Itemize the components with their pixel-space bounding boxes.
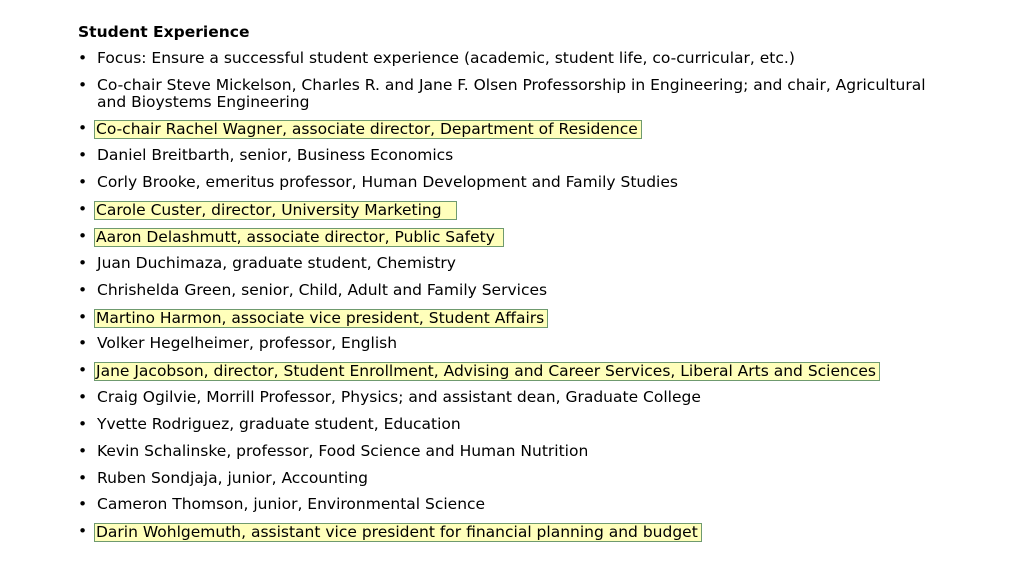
list-item [78, 77, 938, 110]
list-item [78, 201, 938, 220]
list-item-text: Focus: Ensure a successful student experience (academic, student life, co-curricular, etc.) [97, 49, 795, 67]
list-item [78, 147, 938, 164]
bullet-icon: • [78, 254, 88, 272]
list-item [78, 335, 938, 352]
list-item-text: Craig Ogilvie, Morrill Professor, Physics; and assistant dean, Graduate College [97, 388, 701, 406]
list-item [78, 523, 938, 542]
list-item-text-container [97, 362, 938, 381]
highlighted-list-item-text: Carole Custer, director, University Marketing [94, 201, 457, 220]
list-item [78, 362, 938, 381]
bullet-icon: • [78, 415, 88, 433]
list-item [78, 443, 938, 460]
list-item [78, 389, 938, 406]
list-item [78, 120, 938, 139]
list-item [78, 282, 938, 299]
bullet-icon: • [78, 442, 88, 460]
highlighted-list-item-text: Co-chair Rachel Wagner, associate director, Department of Residence [94, 120, 642, 139]
list-item-text: Chrishelda Green, senior, Child, Adult and Family Services [97, 281, 548, 299]
list-item [78, 255, 938, 272]
list-item [78, 50, 938, 67]
bullet-icon: • [78, 76, 88, 94]
highlighted-list-item-text: Martino Harmon, associate vice president, Student Affairs [94, 309, 548, 328]
list-item-text-container [97, 228, 938, 247]
list-item-text: Kevin Schalinske, professor, Food Science and Human Nutrition [97, 442, 589, 460]
list-item [78, 470, 938, 487]
list-item-text-container [97, 201, 938, 220]
list-item-text: Ruben Sondjaja, junior, Accounting [97, 469, 368, 487]
list-item-text: Yvette Rodriguez, graduate student, Education [97, 415, 461, 433]
bullet-icon: • [78, 146, 88, 164]
list-item-text: Volker Hegelheimer, professor, English [97, 334, 398, 352]
list-item [78, 496, 938, 513]
list-item-text: Juan Duchimaza, graduate student, Chemistry [97, 254, 456, 272]
bullet-icon: • [78, 173, 88, 191]
list-item [78, 228, 938, 247]
bullet-icon: • [78, 281, 88, 299]
list-item-text: Cameron Thomson, junior, Environmental Science [97, 495, 486, 513]
bullet-icon: • [78, 119, 88, 137]
bullet-icon: • [78, 522, 88, 540]
bullet-icon: • [78, 388, 88, 406]
list-item-text: Daniel Breitbarth, senior, Business Economics [97, 146, 454, 164]
list-item-text: Co-chair Steve Mickelson, Charles R. and Jane F. Olsen Professorship in Engineering; and chair, Agricultural and Bioystems Engineering [97, 76, 926, 111]
bullet-icon: • [78, 308, 88, 326]
bullet-icon: • [78, 49, 88, 67]
list-item [78, 174, 938, 191]
list-item [78, 309, 938, 328]
list-item-text: Corly Brooke, emeritus professor, Human Development and Family Studies [97, 173, 678, 191]
bullet-icon: • [78, 334, 88, 352]
highlighted-list-item-text: Jane Jacobson, director, Student Enrollment, Advising and Career Services, Liberal Arts and Sciences [94, 362, 880, 381]
section-title: Student Experience [78, 23, 250, 41]
list-item-text-container [97, 120, 938, 139]
bullet-icon: • [78, 227, 88, 245]
bullet-icon: • [78, 200, 88, 218]
bullet-icon: • [78, 361, 88, 379]
highlighted-list-item-text: Aaron Delashmutt, associate director, Public Safety [94, 228, 504, 247]
highlighted-list-item-text: Darin Wohlgemuth, assistant vice president for financial planning and budget [94, 523, 702, 542]
list-item-text-container [97, 523, 938, 542]
list-item-text-container [97, 309, 938, 328]
list-item [78, 416, 938, 433]
bullet-icon: • [78, 469, 88, 487]
bullet-icon: • [78, 495, 88, 513]
